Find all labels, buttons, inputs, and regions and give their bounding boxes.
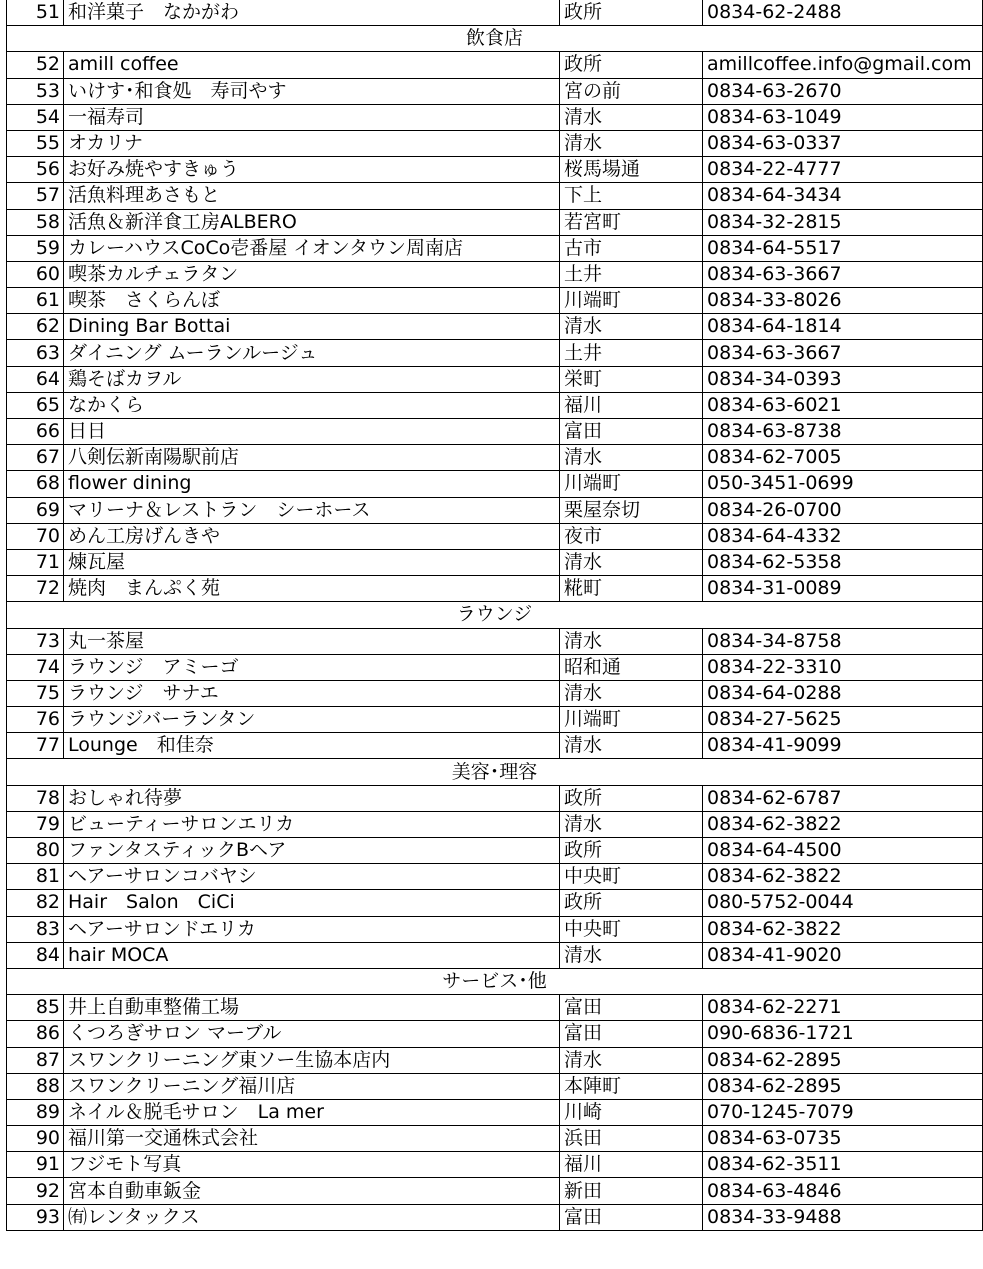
table-row <box>7 1047 983 1073</box>
table-row <box>7 811 983 837</box>
contact-phone: 0834-62-6787 <box>703 785 983 811</box>
area-name: 浜田 <box>560 1126 703 1152</box>
contact-phone: 0834-62-7005 <box>703 445 983 471</box>
business-name: 活魚料理あさもと <box>64 183 560 209</box>
row-number: 60 <box>7 261 64 287</box>
table-row <box>7 261 983 287</box>
table-row <box>7 340 983 366</box>
row-number: 89 <box>7 1099 64 1125</box>
contact-phone: 0834-63-3667 <box>703 261 983 287</box>
area-name: 本陣町 <box>560 1073 703 1099</box>
business-name: ラウンジ アミーゴ <box>64 654 560 680</box>
table-row <box>7 104 983 130</box>
area-name: 宮の前 <box>560 78 703 104</box>
row-number: 55 <box>7 130 64 156</box>
business-name: めん工房げんきや <box>64 523 560 549</box>
contact-phone: 0834-63-0337 <box>703 130 983 156</box>
business-name: 井上自動車整備工場 <box>64 995 560 1021</box>
area-name: 川端町 <box>560 471 703 497</box>
row-number: 65 <box>7 392 64 418</box>
area-name: 栄町 <box>560 366 703 392</box>
business-name: ダイニング ムーランルージュ <box>64 340 560 366</box>
table-row <box>7 995 983 1021</box>
business-name: 日日 <box>64 419 560 445</box>
section-header-row <box>7 759 983 785</box>
business-name: なかくら <box>64 392 560 418</box>
contact-phone: 0834-63-0735 <box>703 1126 983 1152</box>
contact-phone: 0834-63-4846 <box>703 1178 983 1204</box>
area-name: 福川 <box>560 392 703 418</box>
table-row <box>7 733 983 759</box>
area-name: 川崎 <box>560 1099 703 1125</box>
row-number: 70 <box>7 523 64 549</box>
contact-phone: 0834-33-8026 <box>703 288 983 314</box>
row-number: 68 <box>7 471 64 497</box>
area-name: 清水 <box>560 1047 703 1073</box>
business-name: お好み焼やすきゅう <box>64 157 560 183</box>
table-row <box>7 680 983 706</box>
business-name: ヘアーサロンコバヤシ <box>64 864 560 890</box>
table-row <box>7 1073 983 1099</box>
business-name: マリーナ＆レストラン シーホース <box>64 497 560 523</box>
row-number: 84 <box>7 942 64 968</box>
row-number: 54 <box>7 104 64 130</box>
area-name: 清水 <box>560 549 703 575</box>
business-name: 丸一茶屋 <box>64 628 560 654</box>
area-name: 新田 <box>560 1178 703 1204</box>
business-name: いけす･和食処 寿司やす <box>64 78 560 104</box>
row-number: 91 <box>7 1152 64 1178</box>
table-row <box>7 78 983 104</box>
business-name: 鶏そばカヲル <box>64 366 560 392</box>
contact-phone: 0834-22-3310 <box>703 654 983 680</box>
business-name: くつろぎサロン マーブル <box>64 1021 560 1047</box>
business-name: 福川第一交通株式会社 <box>64 1126 560 1152</box>
row-number: 57 <box>7 183 64 209</box>
area-name: 政所 <box>560 785 703 811</box>
business-name: 喫茶カルチェラタン <box>64 261 560 287</box>
business-name: hair MOCA <box>64 942 560 968</box>
row-number: 87 <box>7 1047 64 1073</box>
table-row <box>7 497 983 523</box>
row-number: 59 <box>7 235 64 261</box>
business-name: Lounge 和佳奈 <box>64 733 560 759</box>
table-row <box>7 130 983 156</box>
contact-phone: 050-3451-0699 <box>703 471 983 497</box>
row-number: 90 <box>7 1126 64 1152</box>
area-name: 清水 <box>560 811 703 837</box>
table-row <box>7 209 983 235</box>
area-name: 土井 <box>560 261 703 287</box>
table-row <box>7 785 983 811</box>
row-number: 52 <box>7 52 64 78</box>
contact-phone: 0834-62-2895 <box>703 1073 983 1099</box>
table-row <box>7 1126 983 1152</box>
business-name: カレーハウスCoCo壱番屋 イオンタウン周南店 <box>64 235 560 261</box>
row-number: 64 <box>7 366 64 392</box>
business-name: 活魚＆新洋食工房ALBERO <box>64 209 560 235</box>
contact-phone: 0834-41-9020 <box>703 942 983 968</box>
business-name: ヘアーサロンドエリカ <box>64 916 560 942</box>
business-name: Dining Bar Bottai <box>64 314 560 340</box>
row-number: 63 <box>7 340 64 366</box>
contact-phone: 0834-63-3667 <box>703 340 983 366</box>
business-name: 和洋菓子 なかがわ <box>64 0 560 26</box>
table-row <box>7 864 983 890</box>
area-name: 清水 <box>560 104 703 130</box>
row-number: 86 <box>7 1021 64 1047</box>
contact-phone: 080-5752-0044 <box>703 890 983 916</box>
business-name: ビューティーサロンエリカ <box>64 811 560 837</box>
row-number: 78 <box>7 785 64 811</box>
contact-phone: 0834-62-3822 <box>703 864 983 890</box>
area-name: 富田 <box>560 419 703 445</box>
section-title: 美容･理容 <box>7 759 983 785</box>
area-name: 福川 <box>560 1152 703 1178</box>
business-name: 煉瓦屋 <box>64 549 560 575</box>
business-directory-table <box>6 0 983 1231</box>
contact-phone: 0834-64-1814 <box>703 314 983 340</box>
section-header-row <box>7 968 983 994</box>
area-name: 政所 <box>560 52 703 78</box>
row-number: 77 <box>7 733 64 759</box>
table-row <box>7 157 983 183</box>
table-row <box>7 1178 983 1204</box>
business-name: 喫茶 さくらんぼ <box>64 288 560 314</box>
business-name: amill coffee <box>64 52 560 78</box>
row-number: 80 <box>7 838 64 864</box>
contact-phone: 0834-64-5517 <box>703 235 983 261</box>
row-number: 71 <box>7 549 64 575</box>
row-number: 56 <box>7 157 64 183</box>
contact-phone: 0834-33-9488 <box>703 1204 983 1230</box>
area-name: 清水 <box>560 733 703 759</box>
area-name: 清水 <box>560 942 703 968</box>
business-name: スワンクリーニング福川店 <box>64 1073 560 1099</box>
area-name: 清水 <box>560 445 703 471</box>
area-name: 夜市 <box>560 523 703 549</box>
row-number: 83 <box>7 916 64 942</box>
table-row <box>7 916 983 942</box>
contact-phone: 090-6836-1721 <box>703 1021 983 1047</box>
table-row <box>7 0 983 26</box>
contact-phone: 0834-34-8758 <box>703 628 983 654</box>
area-name: 政所 <box>560 838 703 864</box>
row-number: 75 <box>7 680 64 706</box>
area-name: 栗屋奈切 <box>560 497 703 523</box>
table-row <box>7 1204 983 1230</box>
contact-phone: 0834-62-3822 <box>703 916 983 942</box>
section-title: ラウンジ <box>7 602 983 628</box>
table-row <box>7 471 983 497</box>
business-name: 宮本自動車鈑金 <box>64 1178 560 1204</box>
row-number: 85 <box>7 995 64 1021</box>
contact-phone: 0834-31-0089 <box>703 576 983 602</box>
table-row <box>7 183 983 209</box>
contact-phone: 0834-41-9099 <box>703 733 983 759</box>
area-name: 中央町 <box>560 864 703 890</box>
row-number: 74 <box>7 654 64 680</box>
contact-phone: 0834-62-2271 <box>703 995 983 1021</box>
area-name: 富田 <box>560 1204 703 1230</box>
contact-phone: 0834-62-5358 <box>703 549 983 575</box>
contact-phone: 0834-62-2488 <box>703 0 983 26</box>
area-name: 政所 <box>560 890 703 916</box>
contact-phone: 0834-63-6021 <box>703 392 983 418</box>
table-row <box>7 52 983 78</box>
table-row <box>7 1021 983 1047</box>
business-name: 八剣伝新南陽駅前店 <box>64 445 560 471</box>
business-name: Hair Salon CiCi <box>64 890 560 916</box>
business-name: スワンクリーニング東ソー生協本店内 <box>64 1047 560 1073</box>
contact-phone: 0834-63-8738 <box>703 419 983 445</box>
contact-phone: 0834-64-0288 <box>703 680 983 706</box>
contact-phone: 0834-62-2895 <box>703 1047 983 1073</box>
table-row <box>7 366 983 392</box>
area-name: 下上 <box>560 183 703 209</box>
section-title: サービス･他 <box>7 968 983 994</box>
area-name: 清水 <box>560 130 703 156</box>
contact-phone: 0834-27-5625 <box>703 707 983 733</box>
area-name: 若宮町 <box>560 209 703 235</box>
row-number: 93 <box>7 1204 64 1230</box>
contact-phone: 0834-64-4500 <box>703 838 983 864</box>
table-row <box>7 392 983 418</box>
business-name: フジモト写真 <box>64 1152 560 1178</box>
table-row <box>7 549 983 575</box>
table-row <box>7 838 983 864</box>
directory-body <box>7 0 983 1230</box>
business-name: 一福寿司 <box>64 104 560 130</box>
table-row <box>7 628 983 654</box>
table-row <box>7 419 983 445</box>
contact-phone: 070-1245-7079 <box>703 1099 983 1125</box>
business-name: ファンタスティックBヘア <box>64 838 560 864</box>
row-number: 76 <box>7 707 64 733</box>
row-number: 82 <box>7 890 64 916</box>
table-row <box>7 523 983 549</box>
row-number: 62 <box>7 314 64 340</box>
table-row <box>7 654 983 680</box>
contact-phone: 0834-62-3822 <box>703 811 983 837</box>
business-name: おしゃれ待夢 <box>64 785 560 811</box>
area-name: 富田 <box>560 995 703 1021</box>
row-number: 67 <box>7 445 64 471</box>
area-name: 清水 <box>560 680 703 706</box>
business-name: ラウンジバーランタン <box>64 707 560 733</box>
section-header-row <box>7 602 983 628</box>
area-name: 昭和通 <box>560 654 703 680</box>
row-number: 73 <box>7 628 64 654</box>
table-row <box>7 1152 983 1178</box>
area-name: 清水 <box>560 628 703 654</box>
area-name: 中央町 <box>560 916 703 942</box>
area-name: 政所 <box>560 0 703 26</box>
row-number: 69 <box>7 497 64 523</box>
contact-phone: 0834-34-0393 <box>703 366 983 392</box>
section-title: 飲食店 <box>7 26 983 52</box>
row-number: 79 <box>7 811 64 837</box>
area-name: 清水 <box>560 314 703 340</box>
row-number: 58 <box>7 209 64 235</box>
row-number: 81 <box>7 864 64 890</box>
section-header-row <box>7 26 983 52</box>
area-name: 桜馬場通 <box>560 157 703 183</box>
contact-phone: 0834-63-2670 <box>703 78 983 104</box>
table-row <box>7 314 983 340</box>
contact-phone: 0834-22-4777 <box>703 157 983 183</box>
contact-phone: 0834-64-4332 <box>703 523 983 549</box>
table-row <box>7 890 983 916</box>
table-row <box>7 288 983 314</box>
table-row <box>7 942 983 968</box>
table-row <box>7 707 983 733</box>
contact-phone: 0834-26-0700 <box>703 497 983 523</box>
contact-phone: 0834-64-3434 <box>703 183 983 209</box>
area-name: 川端町 <box>560 288 703 314</box>
business-name: flower dining <box>64 471 560 497</box>
contact-phone: 0834-32-2815 <box>703 209 983 235</box>
business-name: 焼肉 まんぷく苑 <box>64 576 560 602</box>
contact-phone: 0834-62-3511 <box>703 1152 983 1178</box>
row-number: 92 <box>7 1178 64 1204</box>
row-number: 53 <box>7 78 64 104</box>
row-number: 66 <box>7 419 64 445</box>
row-number: 51 <box>7 0 64 26</box>
table-row <box>7 235 983 261</box>
row-number: 61 <box>7 288 64 314</box>
row-number: 72 <box>7 576 64 602</box>
area-name: 古市 <box>560 235 703 261</box>
business-name: ㈲レンタックス <box>64 1204 560 1230</box>
area-name: 糀町 <box>560 576 703 602</box>
business-name: ラウンジ サナエ <box>64 680 560 706</box>
contact-phone: amillcoffee.info@gmail.com <box>703 52 983 78</box>
table-row <box>7 445 983 471</box>
table-row <box>7 576 983 602</box>
area-name: 富田 <box>560 1021 703 1047</box>
area-name: 土井 <box>560 340 703 366</box>
table-row <box>7 1099 983 1125</box>
row-number: 88 <box>7 1073 64 1099</box>
business-name: ネイル＆脱毛サロン La mer <box>64 1099 560 1125</box>
business-name: オカリナ <box>64 130 560 156</box>
area-name: 川端町 <box>560 707 703 733</box>
contact-phone: 0834-63-1049 <box>703 104 983 130</box>
